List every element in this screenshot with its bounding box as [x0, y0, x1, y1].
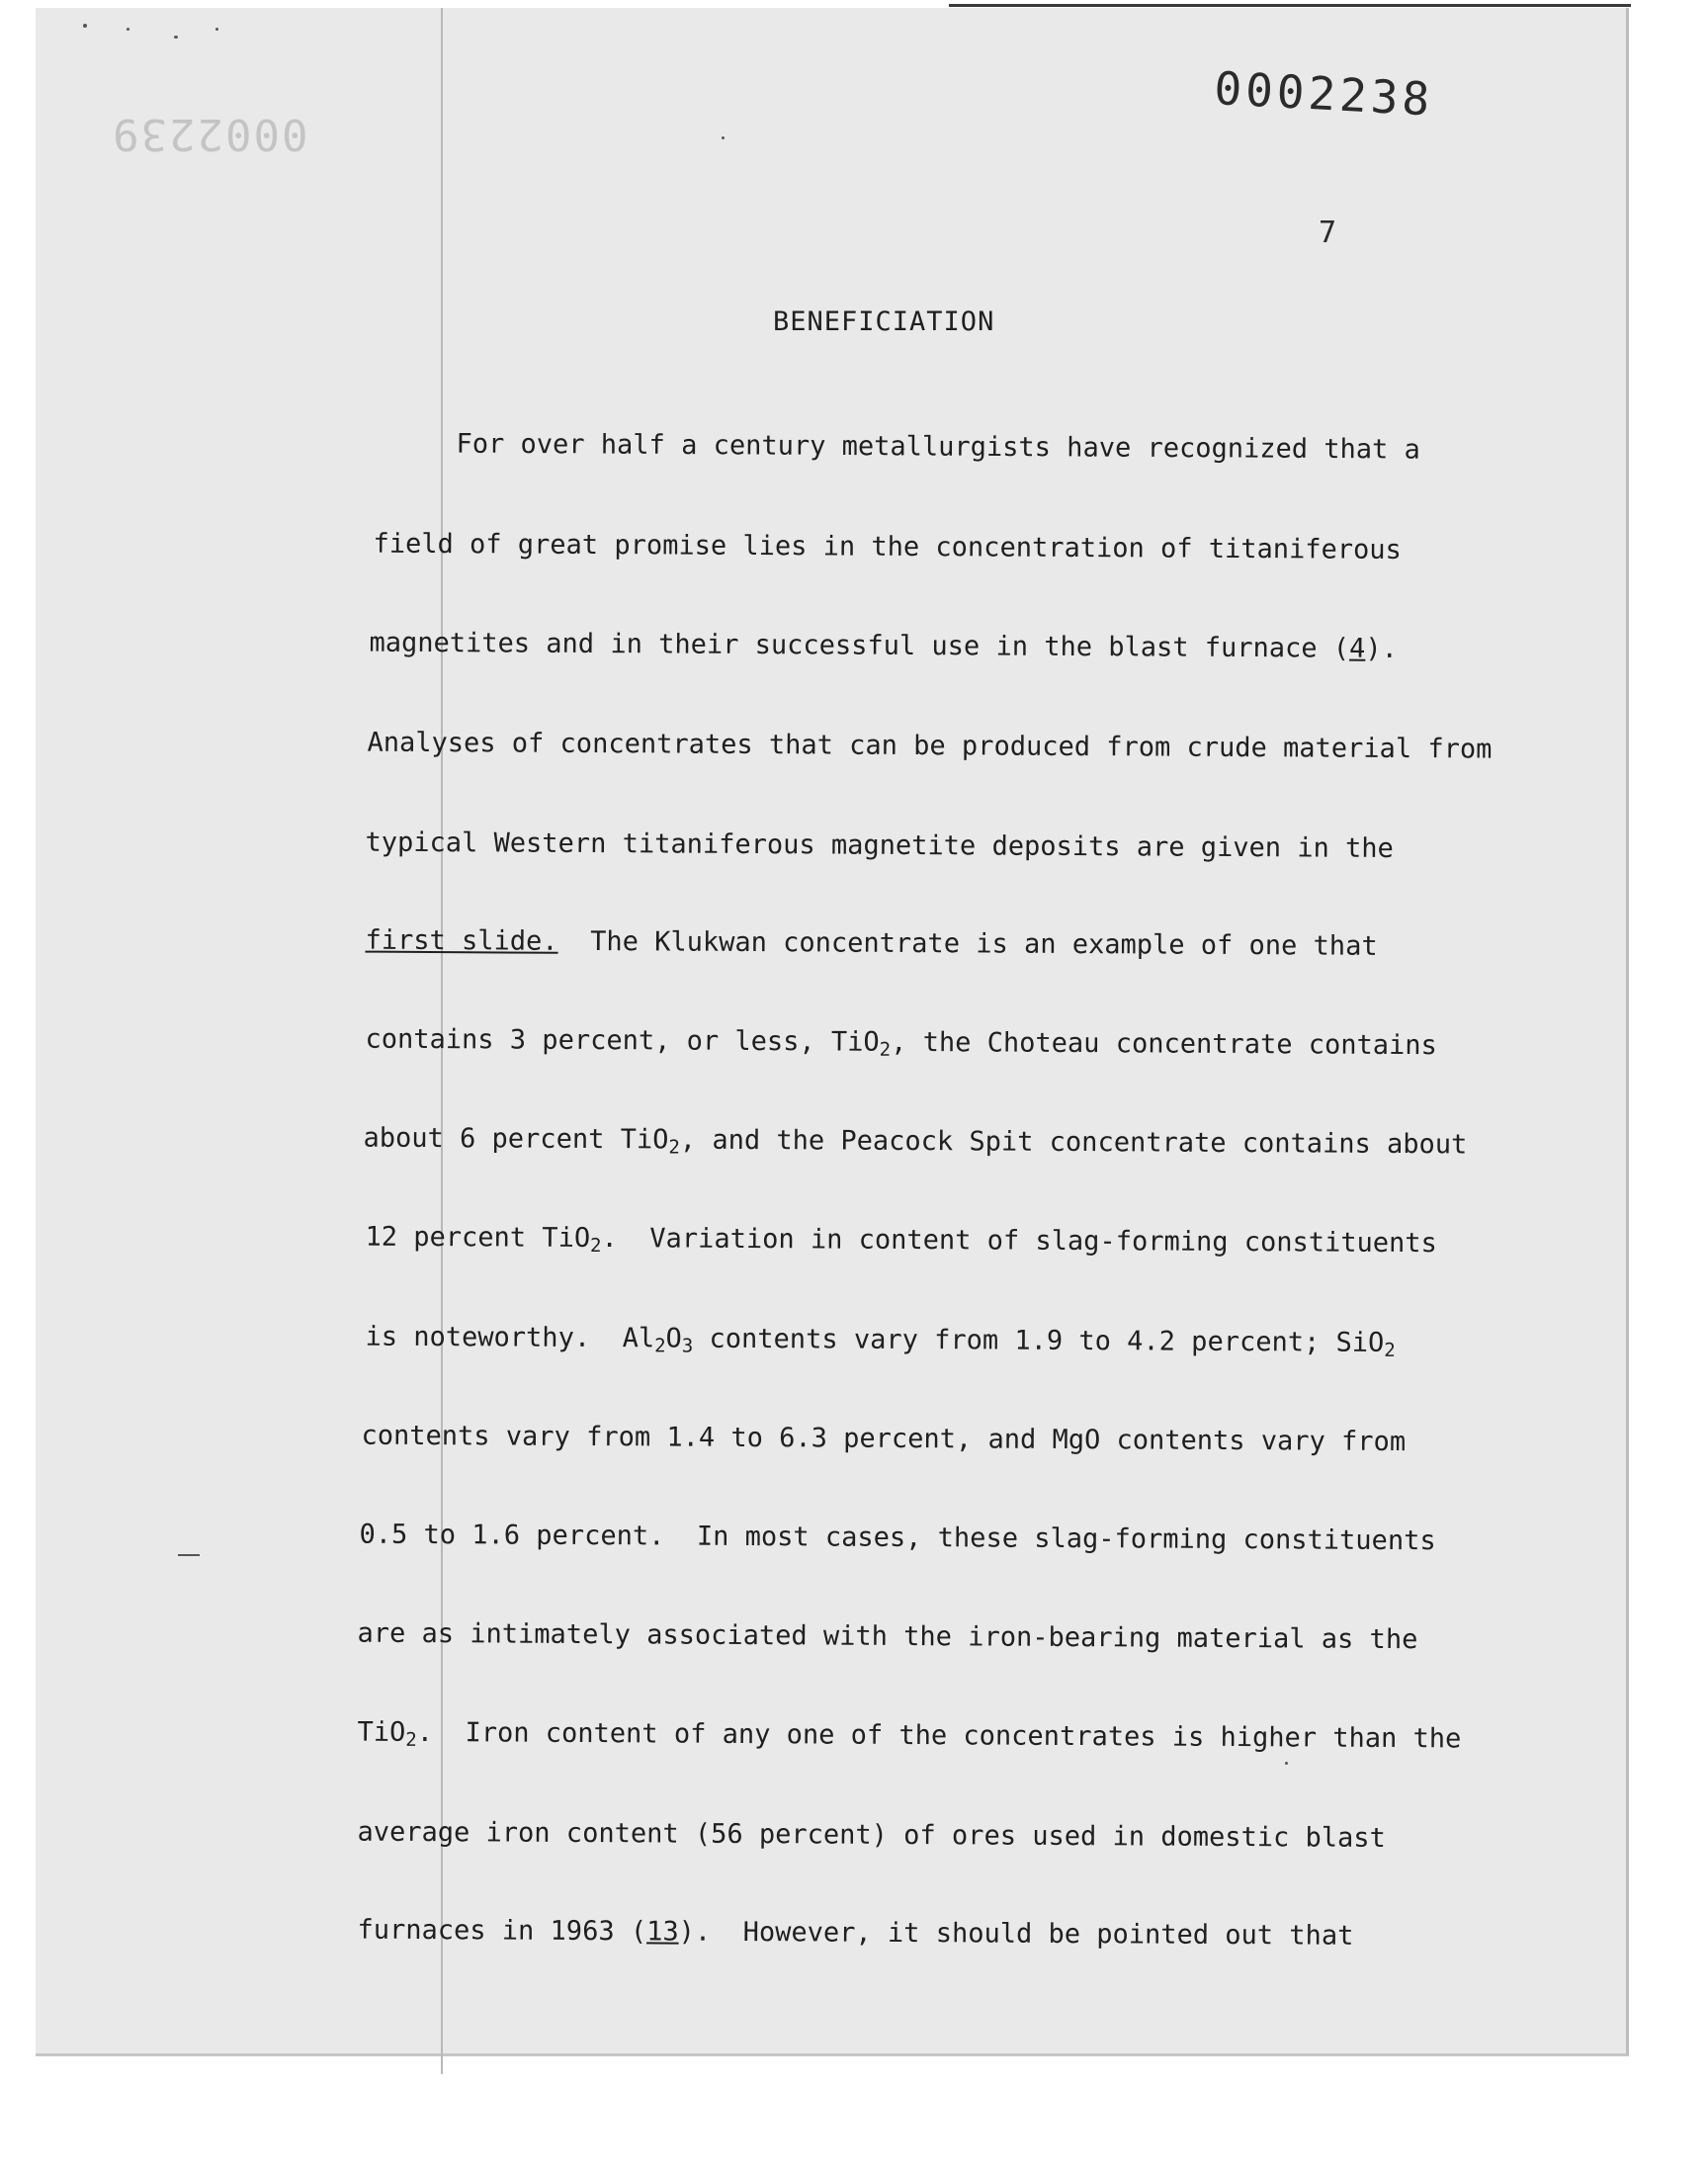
reference-link: 4 [1349, 633, 1366, 664]
scan-speck [127, 28, 129, 31]
text-line: about 6 percent TiO$_2$, and the Peacock Spit concentrate contains about [363, 1122, 1468, 1161]
scan-speck [1285, 1762, 1288, 1765]
page-number: 7 [1319, 216, 1337, 250]
text-line: 0.5 to 1.6 percent. In most cases, these slag-forming constituents [359, 1519, 1436, 1557]
section-heading: BENEFICIATION [773, 306, 995, 337]
text-line: is noteworthy. $Al_2O_3$ contents vary from 1.9 to 4.2 percent; SiO$_2$ [365, 1321, 1396, 1361]
text-line: field of great promise lies in the concentration of titaniferous [373, 528, 1402, 566]
slide-reference: first slide. [365, 924, 558, 957]
text-line: furnaces in 1963 (13). However, it should be pointed out that [357, 1914, 1354, 1952]
text-line: Analyses of concentrates that can be produced from crude material from [367, 727, 1493, 765]
text-line: magnetites and in their successful use in the blast furnace (4). [369, 627, 1398, 664]
reference-link: 13 [646, 1916, 679, 1948]
top-edge-rule [949, 4, 1631, 7]
show-through-number: 0002239 [111, 109, 308, 159]
scan-speck [174, 36, 178, 39]
text-line: TiO$_2$. Iron content of any one of the concentrates is higher than the [357, 1716, 1462, 1755]
text-line: contents vary from 1.4 to 6.3 percent, and MgO contents vary from [361, 1420, 1407, 1458]
scan-speck [215, 28, 218, 31]
text-line: For over half a century metallurgists have recognized that a [456, 428, 1420, 466]
document-number-stamp: 0002238 [1213, 61, 1435, 127]
text-line: average iron content (56 percent) of ores used in domestic blast [357, 1816, 1386, 1854]
text-line: are as intimately associated with the iron-bearing material as the [357, 1617, 1418, 1656]
text-line: typical Western titaniferous magnetite deposits are given in the [365, 826, 1394, 864]
text-line: contains 3 percent, or less, TiO$_2$, the Choteau concentrate contains [365, 1023, 1437, 1062]
text-line: 12 percent TiO$_2$. Variation in content of slag-forming constituents [365, 1221, 1437, 1260]
text-line: first slide. The Klukwan concentrate is an example of one that [365, 924, 1378, 962]
scan-speck [83, 24, 87, 28]
scan-speck [178, 1554, 200, 1556]
scan-speck [722, 136, 725, 139]
